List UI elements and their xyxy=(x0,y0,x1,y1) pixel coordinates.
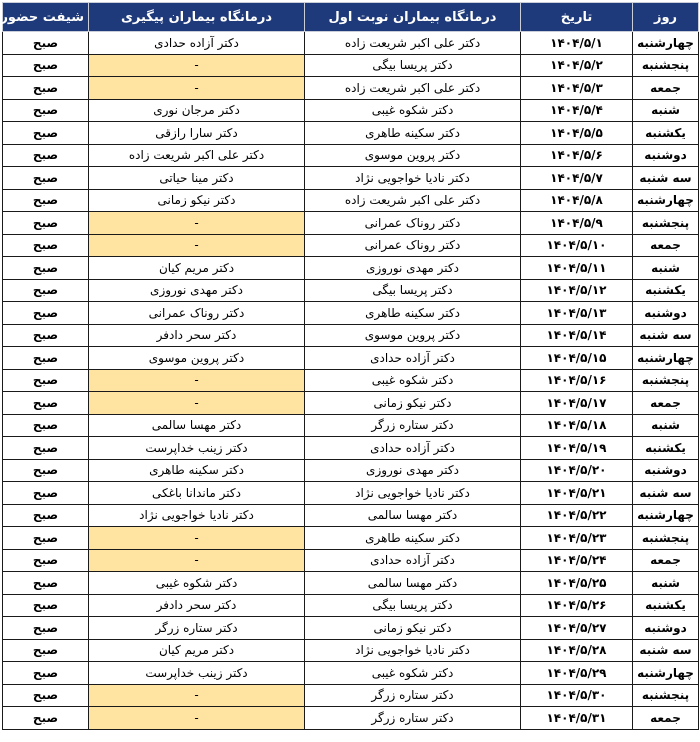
table-row xyxy=(3,77,699,100)
date-cell: ۱۴۰۴/۵/۲۴ xyxy=(521,549,633,572)
first-visit-doctor-cell: دکتر شکوه غیبی xyxy=(305,662,521,685)
follow-up-doctor-cell: - xyxy=(89,684,305,707)
day-cell: شنبه xyxy=(633,414,699,437)
follow-up-doctor-cell: دکتر ستاره زرگر xyxy=(89,617,305,640)
shift-cell: صبح xyxy=(3,167,89,190)
day-cell: شنبه xyxy=(633,99,699,122)
table-row xyxy=(3,369,699,392)
follow-up-doctor-cell: - xyxy=(89,392,305,415)
follow-up-doctor-cell: دکتر مهسا سالمی xyxy=(89,414,305,437)
follow-up-doctor-cell: - xyxy=(89,234,305,257)
follow-up-doctor-cell: - xyxy=(89,549,305,572)
date-cell: ۱۴۰۴/۵/۱۴ xyxy=(521,324,633,347)
shift-cell: صبح xyxy=(3,414,89,437)
day-cell: شنبه xyxy=(633,572,699,595)
table-row xyxy=(3,437,699,460)
day-cell: دوشنبه xyxy=(633,459,699,482)
table-row xyxy=(3,414,699,437)
day-cell: شنبه xyxy=(633,257,699,280)
date-cell: ۱۴۰۴/۵/۱۳ xyxy=(521,302,633,325)
shift-cell: صبح xyxy=(3,684,89,707)
shift-cell: صبح xyxy=(3,459,89,482)
day-cell: پنجشنبه xyxy=(633,684,699,707)
first-visit-doctor-cell: دکتر شکوه غیبی xyxy=(305,369,521,392)
follow-up-doctor-cell: دکتر مهدی نوروزی xyxy=(89,279,305,302)
date-cell: ۱۴۰۴/۵/۲۶ xyxy=(521,594,633,617)
table-row xyxy=(3,99,699,122)
day-cell: چهارشنبه xyxy=(633,189,699,212)
date-cell: ۱۴۰۴/۵/۱ xyxy=(521,32,633,55)
follow-up-doctor-cell: دکتر سارا رازقی xyxy=(89,122,305,145)
table-body xyxy=(3,32,699,730)
first-visit-doctor-cell: دکتر علی اکبر شریعت زاده xyxy=(305,77,521,100)
first-visit-doctor-cell: دکتر نادیا خواجویی نژاد xyxy=(305,639,521,662)
day-cell: جمعه xyxy=(633,707,699,730)
follow-up-doctor-cell: - xyxy=(89,369,305,392)
table-row xyxy=(3,167,699,190)
first-visit-doctor-cell: دکتر سکینه طاهری xyxy=(305,302,521,325)
shift-cell: صبح xyxy=(3,527,89,550)
first-visit-doctor-cell: دکتر پروین موسوی xyxy=(305,144,521,167)
shift-cell: صبح xyxy=(3,369,89,392)
table-row xyxy=(3,684,699,707)
first-visit-doctor-cell: دکتر آزاده حدادی xyxy=(305,347,521,370)
first-visit-doctor-cell: دکتر ستاره زرگر xyxy=(305,684,521,707)
table-row xyxy=(3,257,699,280)
date-cell: ۱۴۰۴/۵/۲۱ xyxy=(521,482,633,505)
date-cell: ۱۴۰۴/۵/۳۰ xyxy=(521,684,633,707)
follow-up-doctor-cell: دکتر سحر دادفر xyxy=(89,594,305,617)
first-visit-doctor-cell: دکتر آزاده حدادی xyxy=(305,549,521,572)
shift-cell: صبح xyxy=(3,437,89,460)
day-cell: پنجشنبه xyxy=(633,527,699,550)
shift-cell: صبح xyxy=(3,212,89,235)
day-cell: سه شنبه xyxy=(633,639,699,662)
date-cell: ۱۴۰۴/۵/۱۷ xyxy=(521,392,633,415)
table-row xyxy=(3,347,699,370)
header-first-visit-clinic: درمانگاه بیماران نوبت اول xyxy=(305,3,521,32)
follow-up-doctor-cell: - xyxy=(89,212,305,235)
first-visit-doctor-cell: دکتر نادیا خواجویی نژاد xyxy=(305,482,521,505)
date-cell: ۱۴۰۴/۵/۱۲ xyxy=(521,279,633,302)
schedule-container xyxy=(2,2,698,730)
day-cell: چهارشنبه xyxy=(633,32,699,55)
table-row xyxy=(3,212,699,235)
day-cell: سه شنبه xyxy=(633,167,699,190)
day-cell: چهارشنبه xyxy=(633,504,699,527)
date-cell: ۱۴۰۴/۵/۷ xyxy=(521,167,633,190)
follow-up-doctor-cell: دکتر مریم کیان xyxy=(89,257,305,280)
shift-cell: صبح xyxy=(3,572,89,595)
shift-cell: صبح xyxy=(3,32,89,55)
first-visit-doctor-cell: دکتر نیکو زمانی xyxy=(305,617,521,640)
day-cell: یکشنبه xyxy=(633,279,699,302)
table-row xyxy=(3,54,699,77)
date-cell: ۱۴۰۴/۵/۱۹ xyxy=(521,437,633,460)
day-cell: جمعه xyxy=(633,392,699,415)
table-row xyxy=(3,662,699,685)
first-visit-doctor-cell: دکتر مهدی نوروزی xyxy=(305,459,521,482)
shift-cell: صبح xyxy=(3,392,89,415)
first-visit-doctor-cell: دکتر علی اکبر شریعت زاده xyxy=(305,32,521,55)
header-day: روز xyxy=(633,3,699,32)
first-visit-doctor-cell: دکتر روناک عمرانی xyxy=(305,212,521,235)
follow-up-doctor-cell: دکتر زینب خداپرست xyxy=(89,662,305,685)
first-visit-doctor-cell: دکتر سکینه طاهری xyxy=(305,122,521,145)
shift-cell: صبح xyxy=(3,257,89,280)
shift-cell: صبح xyxy=(3,122,89,145)
shift-cell: صبح xyxy=(3,549,89,572)
table-row xyxy=(3,617,699,640)
date-cell: ۱۴۰۴/۵/۲۹ xyxy=(521,662,633,685)
table-row xyxy=(3,189,699,212)
first-visit-doctor-cell: دکتر آزاده حدادی xyxy=(305,437,521,460)
follow-up-doctor-cell: دکتر مریم کیان xyxy=(89,639,305,662)
table-row xyxy=(3,572,699,595)
follow-up-doctor-cell: - xyxy=(89,707,305,730)
date-cell: ۱۴۰۴/۵/۵ xyxy=(521,122,633,145)
shift-cell: صبح xyxy=(3,707,89,730)
shift-cell: صبح xyxy=(3,302,89,325)
date-cell: ۱۴۰۴/۵/۱۸ xyxy=(521,414,633,437)
first-visit-doctor-cell: دکتر سکینه طاهری xyxy=(305,527,521,550)
first-visit-doctor-cell: دکتر ستاره زرگر xyxy=(305,414,521,437)
follow-up-doctor-cell: دکتر روناک عمرانی xyxy=(89,302,305,325)
shift-cell: صبح xyxy=(3,347,89,370)
table-row xyxy=(3,482,699,505)
table-row xyxy=(3,527,699,550)
date-cell: ۱۴۰۴/۵/۱۱ xyxy=(521,257,633,280)
follow-up-doctor-cell: دکتر آزاده حدادی xyxy=(89,32,305,55)
shift-cell: صبح xyxy=(3,189,89,212)
date-cell: ۱۴۰۴/۵/۳ xyxy=(521,77,633,100)
first-visit-doctor-cell: دکتر مهسا سالمی xyxy=(305,572,521,595)
first-visit-doctor-cell: دکتر روناک عمرانی xyxy=(305,234,521,257)
day-cell: یکشنبه xyxy=(633,122,699,145)
table-row xyxy=(3,302,699,325)
shift-cell: صبح xyxy=(3,594,89,617)
table-row xyxy=(3,324,699,347)
date-cell: ۱۴۰۴/۵/۳۱ xyxy=(521,707,633,730)
follow-up-doctor-cell: دکتر مینا حیاتی xyxy=(89,167,305,190)
day-cell: جمعه xyxy=(633,234,699,257)
shift-cell: صبح xyxy=(3,482,89,505)
shift-cell: صبح xyxy=(3,617,89,640)
day-cell: یکشنبه xyxy=(633,594,699,617)
follow-up-doctor-cell: دکتر زینب خداپرست xyxy=(89,437,305,460)
first-visit-doctor-cell: دکتر نادیا خواجویی نژاد xyxy=(305,167,521,190)
follow-up-doctor-cell: دکتر پروین موسوی xyxy=(89,347,305,370)
first-visit-doctor-cell: دکتر مهسا سالمی xyxy=(305,504,521,527)
table-row xyxy=(3,594,699,617)
header-attendance-shift: شیفت حضور xyxy=(3,3,89,32)
day-cell: دوشنبه xyxy=(633,144,699,167)
shift-cell: صبح xyxy=(3,279,89,302)
date-cell: ۱۴۰۴/۵/۶ xyxy=(521,144,633,167)
follow-up-doctor-cell: - xyxy=(89,77,305,100)
day-cell: یکشنبه xyxy=(633,437,699,460)
first-visit-doctor-cell: دکتر علی اکبر شریعت زاده xyxy=(305,189,521,212)
shift-cell: صبح xyxy=(3,234,89,257)
table-row xyxy=(3,707,699,730)
table-row xyxy=(3,549,699,572)
day-cell: جمعه xyxy=(633,77,699,100)
shift-cell: صبح xyxy=(3,504,89,527)
follow-up-doctor-cell: - xyxy=(89,527,305,550)
date-cell: ۱۴۰۴/۵/۲۲ xyxy=(521,504,633,527)
header-follow-up-clinic: درمانگاه بیماران پیگیری xyxy=(89,3,305,32)
first-visit-doctor-cell: دکتر پریسا بیگی xyxy=(305,279,521,302)
clinic-schedule-table xyxy=(2,2,699,730)
date-cell: ۱۴۰۴/۵/۱۰ xyxy=(521,234,633,257)
follow-up-doctor-cell: دکتر علی اکبر شریعت زاده xyxy=(89,144,305,167)
follow-up-doctor-cell: دکتر مرجان نوری xyxy=(89,99,305,122)
table-row xyxy=(3,392,699,415)
day-cell: پنجشنبه xyxy=(633,212,699,235)
follow-up-doctor-cell: - xyxy=(89,54,305,77)
shift-cell: صبح xyxy=(3,324,89,347)
date-cell: ۱۴۰۴/۵/۱۶ xyxy=(521,369,633,392)
follow-up-doctor-cell: دکتر سکینه طاهری xyxy=(89,459,305,482)
shift-cell: صبح xyxy=(3,99,89,122)
day-cell: دوشنبه xyxy=(633,302,699,325)
day-cell: چهارشنبه xyxy=(633,347,699,370)
shift-cell: صبح xyxy=(3,144,89,167)
date-cell: ۱۴۰۴/۵/۴ xyxy=(521,99,633,122)
table-row xyxy=(3,279,699,302)
table-row xyxy=(3,122,699,145)
table-row xyxy=(3,32,699,55)
shift-cell: صبح xyxy=(3,639,89,662)
day-cell: پنجشنبه xyxy=(633,54,699,77)
date-cell: ۱۴۰۴/۵/۲۷ xyxy=(521,617,633,640)
day-cell: چهارشنبه xyxy=(633,662,699,685)
table-header-row xyxy=(3,3,699,32)
table-row xyxy=(3,144,699,167)
table-row xyxy=(3,459,699,482)
shift-cell: صبح xyxy=(3,77,89,100)
date-cell: ۱۴۰۴/۵/۱۵ xyxy=(521,347,633,370)
day-cell: سه شنبه xyxy=(633,324,699,347)
shift-cell: صبح xyxy=(3,54,89,77)
first-visit-doctor-cell: دکتر شکوه غیبی xyxy=(305,99,521,122)
table-row xyxy=(3,234,699,257)
follow-up-doctor-cell: دکتر نادیا خواجویی نژاد xyxy=(89,504,305,527)
date-cell: ۱۴۰۴/۵/۲ xyxy=(521,54,633,77)
date-cell: ۱۴۰۴/۵/۹ xyxy=(521,212,633,235)
day-cell: سه شنبه xyxy=(633,482,699,505)
date-cell: ۱۴۰۴/۵/۲۰ xyxy=(521,459,633,482)
date-cell: ۱۴۰۴/۵/۲۸ xyxy=(521,639,633,662)
date-cell: ۱۴۰۴/۵/۸ xyxy=(521,189,633,212)
follow-up-doctor-cell: دکتر ماندانا باغکی xyxy=(89,482,305,505)
day-cell: دوشنبه xyxy=(633,617,699,640)
day-cell: پنجشنبه xyxy=(633,369,699,392)
shift-cell: صبح xyxy=(3,662,89,685)
follow-up-doctor-cell: دکتر شکوه غیبی xyxy=(89,572,305,595)
first-visit-doctor-cell: دکتر مهدی نوروزی xyxy=(305,257,521,280)
header-date: تاریخ xyxy=(521,3,633,32)
table-row xyxy=(3,639,699,662)
first-visit-doctor-cell: دکتر ستاره زرگر xyxy=(305,707,521,730)
first-visit-doctor-cell: دکتر پروین موسوی xyxy=(305,324,521,347)
follow-up-doctor-cell: دکتر نیکو زمانی xyxy=(89,189,305,212)
table-row xyxy=(3,504,699,527)
date-cell: ۱۴۰۴/۵/۲۵ xyxy=(521,572,633,595)
first-visit-doctor-cell: دکتر پریسا بیگی xyxy=(305,594,521,617)
day-cell: جمعه xyxy=(633,549,699,572)
first-visit-doctor-cell: دکتر پریسا بیگی xyxy=(305,54,521,77)
first-visit-doctor-cell: دکتر نیکو زمانی xyxy=(305,392,521,415)
date-cell: ۱۴۰۴/۵/۲۳ xyxy=(521,527,633,550)
follow-up-doctor-cell: دکتر سحر دادفر xyxy=(89,324,305,347)
